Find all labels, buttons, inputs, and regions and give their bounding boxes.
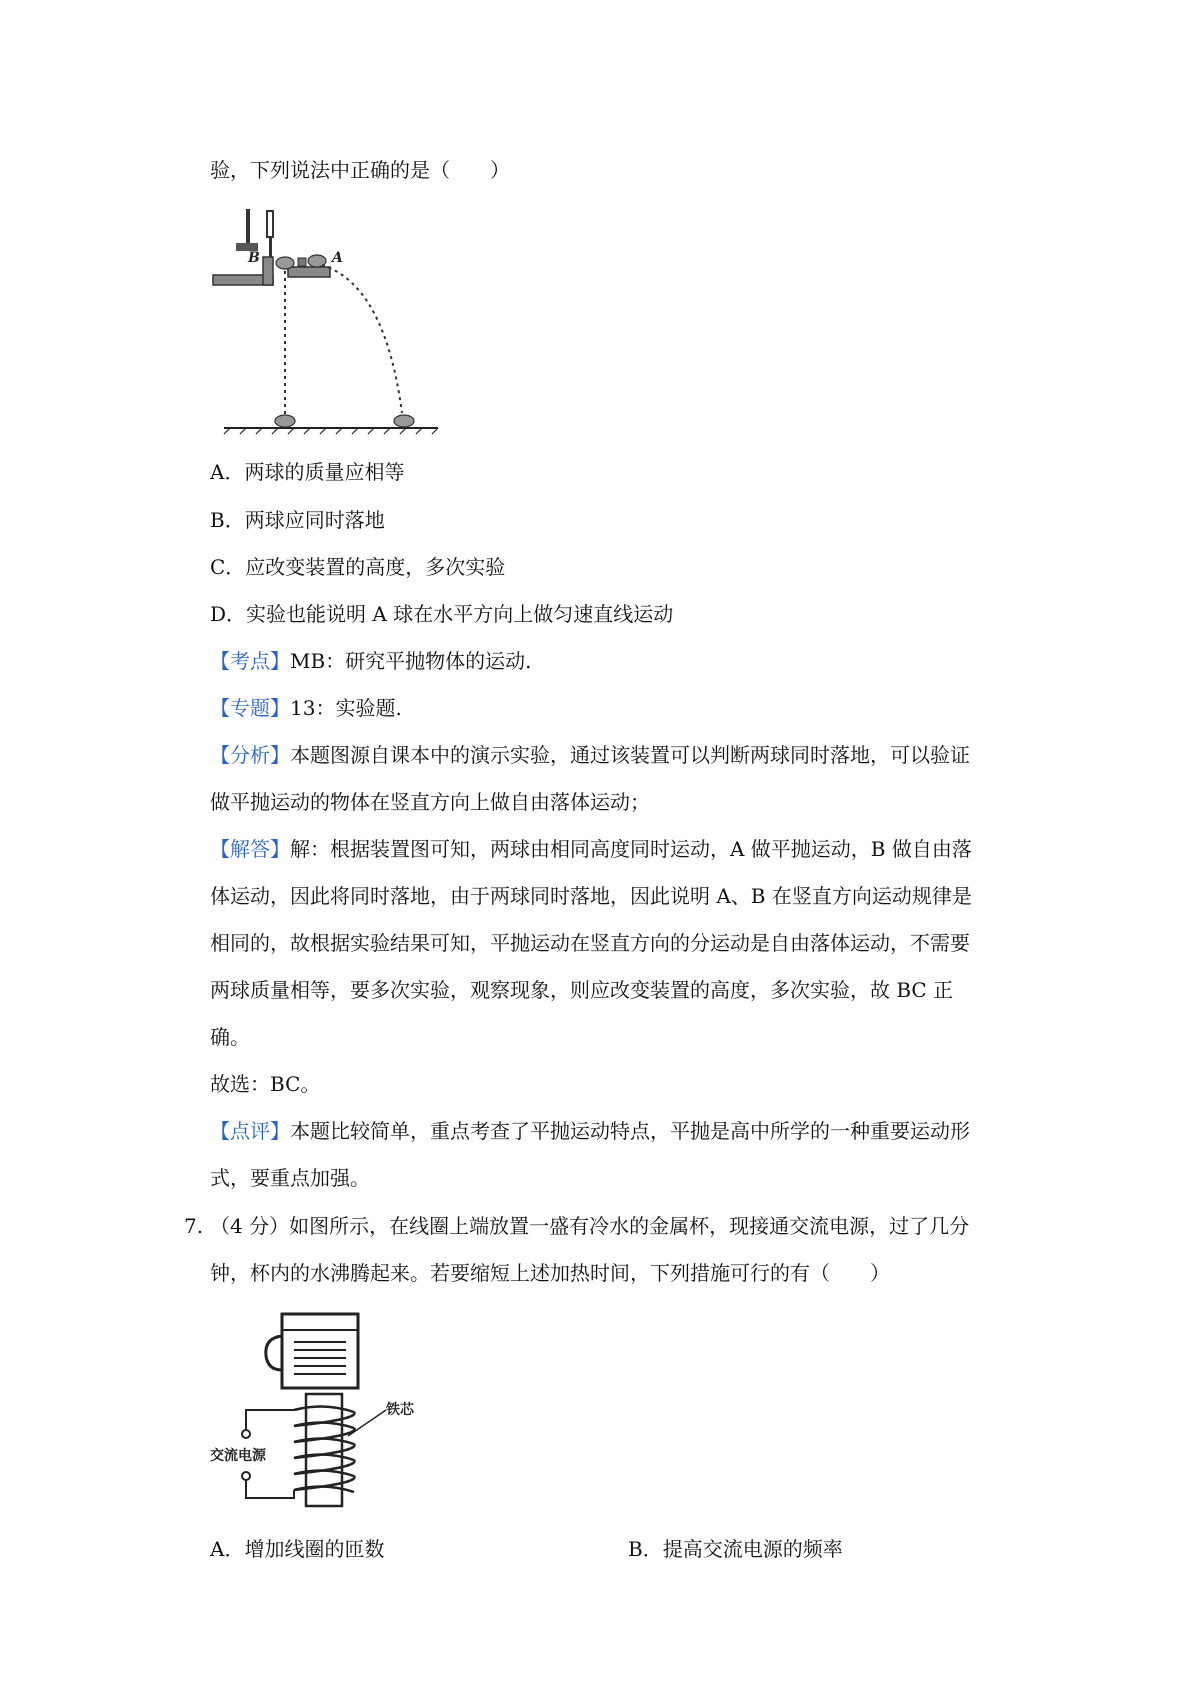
jieda-line-2: 体运动，因此将同时落地，由于两球同时落地，因此说明 A、B 在竖直方向运动规律是	[210, 884, 972, 908]
q6-option-c: C．应改变装置的高度，多次实验	[210, 555, 506, 579]
kaodian-text: MB：研究平抛物体的运动.	[290, 649, 532, 673]
jieda-text-1: 解：根据装置图可知，两球由相同高度同时运动，A 做平抛运动，B 做自由落	[290, 837, 972, 861]
kaodian-line	[210, 647, 532, 675]
jieda-line-4: 两球质量相等，要多次实验，观察现象，则应改变装置的高度，多次实验，故 BC 正	[210, 978, 954, 1002]
dianping-text-1: 本题比较简单，重点考查了平抛运动特点，平抛是高中所学的一种重要运动形	[290, 1119, 970, 1143]
jieda-line-1	[210, 835, 972, 863]
label-iron-core: 铁芯	[386, 1402, 414, 1418]
dianping-line-2: 式，要重点加强。	[210, 1166, 370, 1190]
zhuanti-line	[210, 694, 402, 722]
q7-stem-line-1: （4 分）如图所示，在线圈上端放置一盛有冷水的金属杯，现接通交流电源，过了几分	[210, 1214, 970, 1238]
q7-option-b: B．提高交流电源的频率	[628, 1537, 843, 1561]
zhuanti-text: 13：实验题.	[290, 696, 402, 720]
dianping-line-1	[210, 1117, 970, 1145]
fenxi-line-2: 做平抛运动的物体在竖直方向上做自由落体运动；	[210, 790, 650, 814]
zhuanti-tag: 【专题】	[210, 696, 290, 720]
q6-stem-tail: 验，下列说法中正确的是（ ）	[210, 158, 510, 182]
answer-line: 故选：BC。	[210, 1072, 321, 1096]
induction-coil-figure	[210, 1308, 430, 1513]
jieda-line-5: 确。	[210, 1025, 250, 1049]
jieda-line-3: 相同的，故根据实验结果可知，平抛运动在竖直方向的分运动是自由落体运动，不需要	[210, 931, 970, 955]
kaodian-tag: 【考点】	[210, 649, 290, 673]
q7-option-a: A．增加线圈的匝数	[210, 1537, 385, 1561]
label-ac-source: 交流电源	[210, 1448, 266, 1464]
label-b: B	[248, 250, 260, 266]
q7-number: 7.	[184, 1214, 204, 1238]
q6-option-a: A．两球的质量应相等	[210, 460, 405, 484]
q7-stem-line-2: 钟，杯内的水沸腾起来。若要缩短上述加热时间，下列措施可行的有（ ）	[210, 1261, 890, 1285]
q6-option-d: D．实验也能说明 A 球在水平方向上做匀速直线运动	[210, 602, 674, 626]
fenxi-text-1: 本题图源自课本中的演示实验，通过该装置可以判断两球同时落地，可以验证	[290, 743, 970, 767]
q6-option-b: B．两球应同时落地	[210, 508, 385, 532]
label-a: A	[332, 250, 343, 266]
fenxi-line-1	[210, 741, 970, 769]
fenxi-tag: 【分析】	[210, 743, 290, 767]
dianping-tag: 【点评】	[210, 1119, 290, 1143]
projectile-apparatus-figure	[210, 205, 440, 435]
jieda-tag: 【解答】	[210, 837, 290, 861]
